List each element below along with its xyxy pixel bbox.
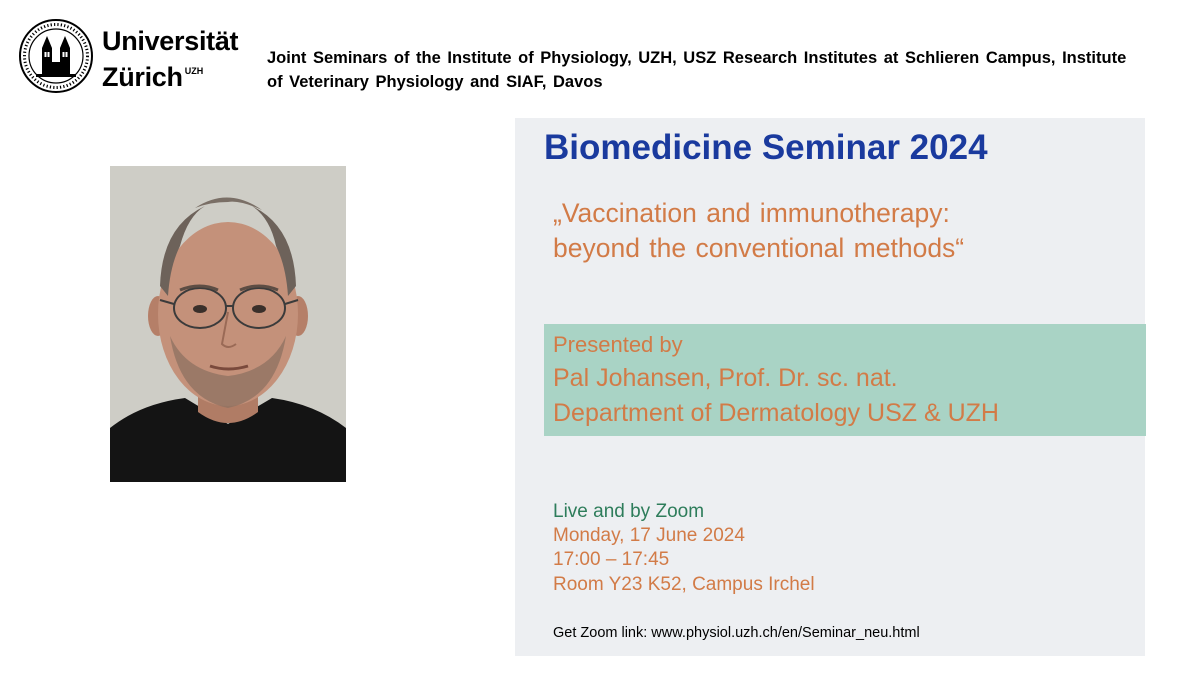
university-logo: [18, 18, 248, 96]
university-city: Zürich: [102, 62, 183, 92]
presented-by-label: Presented by: [553, 332, 683, 357]
talk-title: [553, 196, 1113, 266]
presenter-photo: [110, 166, 346, 482]
event-room: Room Y23 K52, Campus Irchel: [553, 574, 815, 595]
presenter-department: Department of Dermatology USZ & UZH: [553, 399, 999, 427]
joint-seminars-heading: Joint Seminars of the Institute of Physiology, UZH, USZ Research Institutes at Schlieren Campus, Institute of Veterinary Physiology and SIAF, Davos: [267, 49, 1127, 91]
university-name-line1: Universität: [102, 26, 239, 56]
university-abbr: UZH: [184, 66, 204, 76]
event-time: 17:00 – 17:45: [553, 549, 670, 570]
talk-title-line1: „Vaccination and immunotherapy:: [553, 198, 950, 228]
event-date: Monday, 17 June 2024: [553, 525, 745, 546]
talk-title-line2: beyond the conventional methods“: [553, 233, 965, 263]
event-mode: Live and by Zoom: [553, 501, 705, 522]
seminar-title: Biomedicine Seminar 2024: [544, 128, 988, 167]
university-name: [102, 26, 238, 92]
presenter-name: Pal Johansen, Prof. Dr. sc. nat.: [553, 364, 898, 392]
university-name-line2: [102, 56, 238, 92]
zoom-link[interactable]: Get Zoom link: www.physiol.uzh.ch/en/Seminar_neu.html: [553, 625, 920, 641]
university-seal-icon: [18, 18, 94, 94]
